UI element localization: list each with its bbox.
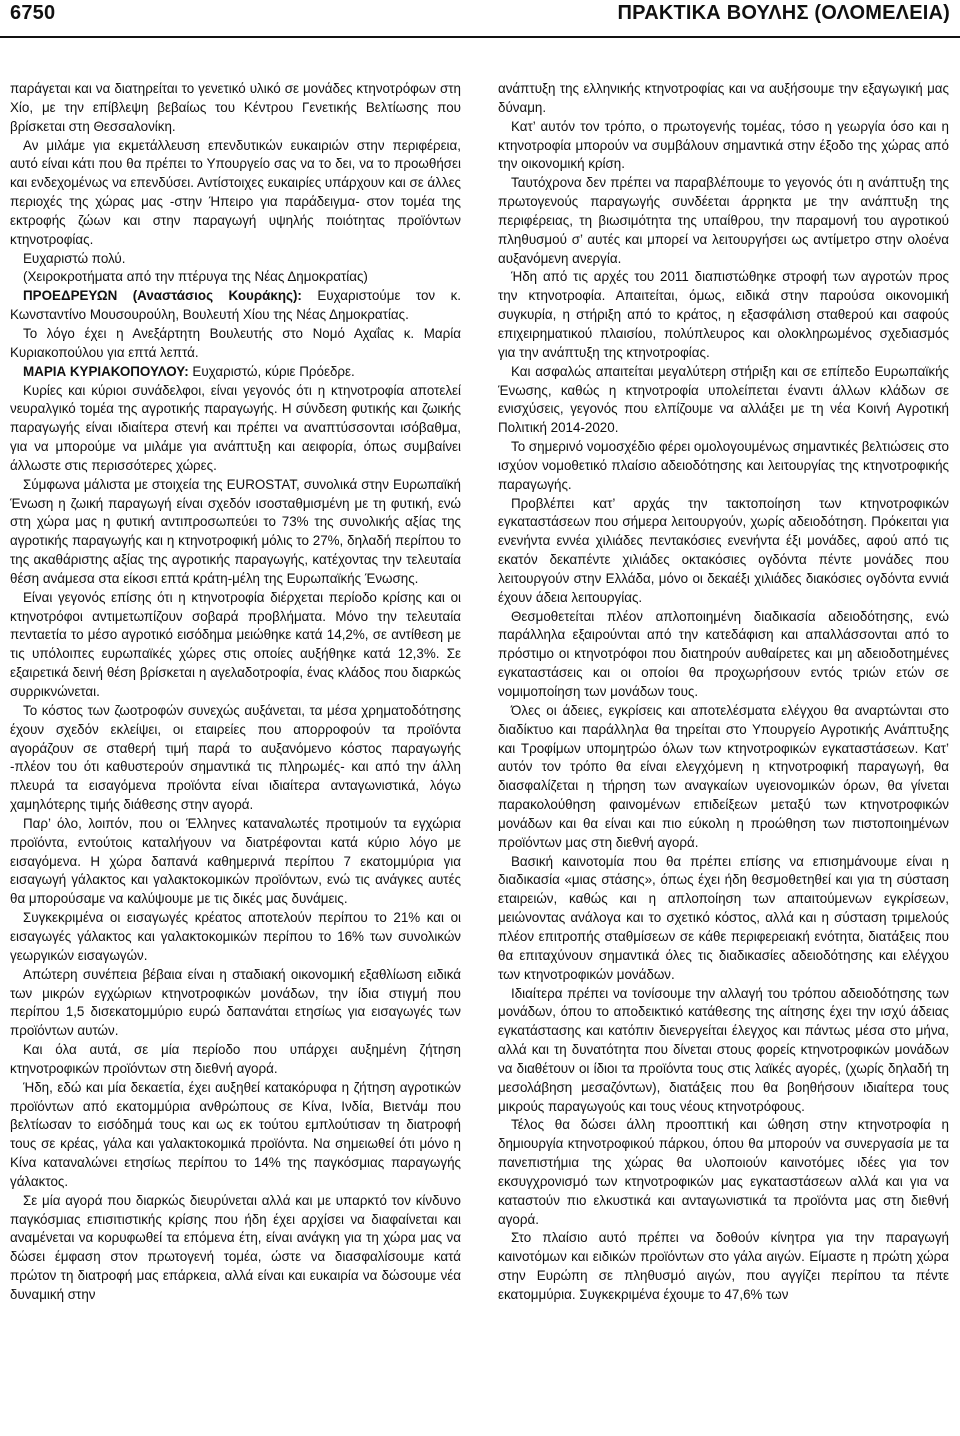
page-number: 6750 [10,2,56,24]
paragraph: Το κόστος των ζωοτροφών συνεχώς αυξάνεται, τα μέσα χρηματοδότησης έχουν σχεδόν εκλείψει, οι εταιρείες που απορροφούν τα προϊόντα αγοράζουν σε σταθερή τιμή παρά το αυξανόμενο κόστος παραγωγής -πλέον του ότι καθυστερούν σημαντικά τις πληρωμές- και από την άλλη πλευρά τα εισαγόμενα προϊόντα είναι ιδιαίτερα ανταγωνιστικά, λόγω χαμηλότερης τιμής διάθεσης στην αγορά. [10,702,461,813]
right-column [498,80,949,1305]
speaker-paragraph [10,287,461,325]
paragraph: Ήδη, εδώ και μία δεκαετία, έχει αυξηθεί κατακόρυφα η ζήτηση αγροτικών προϊόντων από εκατομμύρια ανθρώπους σε Κίνα, Ινδία, Βιετνάμ που βελτίωσαν το εισόδημά τους και ως εκ τούτου εμπλούτισαν τη διατροφή τους σε κρέας, γάλα και γαλακτοκομικά προϊόντα. Να σημειωθεί ότι μόνο η Κίνα καταναλώνει ετησίως περίπου το 14% της παγκόσμιας παραγωγής γάλακτος. [10,1079,461,1189]
paragraph: Κατ’ αυτόν τον τρόπο, ο πρωτογενής τομέας, τόσο η γεωργία όσο και η κτηνοτροφία μπορούν να συμβάλουν σημαντικά στην έξοδο της χώρας από την οικονομική κρίση. [498,118,949,172]
speaker-name: ΠΡΟΕΔΡΕΥΩΝ (Αναστάσιος Κουράκης): [23,288,302,304]
paragraph: Απώτερη συνέπεια βέβαια είναι η σταδιακή οικονομική εξαθλίωση ειδικά των μικρών εγχώριων κτηνοτροφικών μονάδων, την ίδια στιγμή που περίπου 1,5 δισεκατομμύριο ευρώ δαπανάται ετησίως για εισαγωγές των προϊόντων αυτών. [10,966,461,1039]
paragraph: Σε μία αγορά που διαρκώς διευρύνεται αλλά και με υπαρκτό τον κίνδυνο παγκόσμιας επισιτιστικής κρίσης που ήδη έχει αρχίσει να διαφαίνεται και αναμένεται να κορυφωθεί τα επόμενα έτη, είναι ανάγκη για τη χώρα μας να δώσει έμφαση στον πρωτογενή τομέα, ώστε να διασφαλίσουμε κατά πρώτον τη διατροφή μας επάρκεια, αλλά είναι και ευκαιρία να δώσουμε νέα δυναμική στην [10,1192,461,1302]
running-title: ΠΡΑΚΤΙΚΑ ΒΟΥΛΗΣ (ΟΛΟΜΕΛΕΙΑ) [617,2,950,24]
paragraph: Όλες οι άδειες, εγκρίσεις και αποτελέσματα ελέγχου θα αναρτώνται στο διαδίκτυο και παράλληλα θα τηρείται στο Υπουργείο Αγροτικής Ανάπτυξης και Τροφίμων υπομητρώο όλων των κτηνοτροφικών εγκαταστάσεων. Κατ’ αυτόν τον τρόπο θα είναι ελεγχόμενη η κτηνοτροφική παραγωγή, θα διασφαλίζεται η τήρηση των αναγκαίων υγειονομικών όρων, θα γίνεται παρακολούθηση φαινομένων επιδείξεων μεταξύ των κτηνοτροφικών μονάδων και θα είναι και πιο εύκολη η προώθηση των πιστοποιημένων προϊόντων μας στη διεθνή αγορά. [498,702,949,850]
paragraph: Κυρίες και κύριοι συνάδελφοι, είναι γεγονός ότι η κτηνοτροφία αποτελεί νευραλγικό τομέα της αγροτικής παραγωγής. Η σύνδεση φυτικής και ζωικής παραγωγής είναι ιδιαίτερα στενή και πρέπει να αναπτύσσονται ισόβαθμα, για να μπορούμε να μιλάμε για ανάπτυξη και αειφορία, όπως συμβαίνει άλλωστε στις περισσότερες χώρες. [10,382,461,473]
paragraph: ανάπτυξη της ελληνικής κτηνοτροφίας και να αυξήσουμε την εξαγωγική μας δύναμη. [498,81,949,115]
speech-text: Ευχαριστούμε τον κ. Κωνσταντίνο Μουσουρούλη, Βουλευτή Χίου της Νέας Δημοκρατίας. [10,288,461,323]
header-rule [0,36,960,38]
paragraph: Θεσμοθετείται πλέον απλοποιημένη διαδικασία αδειοδότησης, ενώ παράλληλα εξαιρούνται από την κατεδάφιση και απαλλάσσονται από το πρόστιμο οι κτηνοτρόφοι που διατηρούν αυθαίρετες και μη αδειοδοτημένες εγκαταστάσεις και οι οποίοι θα προχωρήσουν εντός τριών ετών σε νομιμοποίηση των μονάδων τους. [498,608,949,699]
paragraph: Αν μιλάμε για εκμετάλλευση επενδυτικών ευκαιριών στην περιφέρεια, αυτό είναι κάτι που θα πρέπει το Υπουργείο σας να το δει, να το προωθήσει και ενδεχομένως να επενδύσει. Αντίστοιχες ευκαιρίες υπάρχουν και σε άλλες περιοχές της χώρας μας -στην Ήπειρο για παράδειγμα- στον τομέα της εκτροφής ζώων και στην παραγωγή υψηλής ποιότητας προϊόντων κτηνοτροφίας. [10,137,461,247]
paragraph: Σύμφωνα μάλιστα με στοιχεία της EUROSTAT, συνολικά στην Ευρωπαϊκή Ένωση η ζωική παραγωγή είναι σχεδόν ισοσταθμισμένη με τη φυτική, ενώ στη χώρα μας η φυτική αντιπροσωπεύει το 73% της συνολικής αξίας της αγροτικής παραγωγής και η κτηνοτροφική μόλις το 27%, δηλαδή περίπου το της ακαθάριστης αξίας της αγροτικής παραγωγής, κατέχοντας την τελευταία θέση ανάμεσα στα είκοσι επτά κράτη-μέλη της Ευρωπαϊκής Ένωσης. [10,476,461,586]
paragraph: παράγεται και να διατηρείται το γενετικό υλικό σε μονάδες κτηνοτρόφων στη Χίο, με την επίβλεψη βεβαίως του Κέντρου Γενετικής Βελτίωσης που βρίσκεται στη Θεσσαλονίκη. [10,81,461,134]
paragraph: Τέλος θα δώσει άλλη προοπτική και ώθηση στην κτηνοτροφία η δημιουργία κτηνοτροφικού πάρκου, όπου θα μπορούν να συνεργασία με τα πανεπιστήμια της χώρας θα υλοποιούν καινοτόμες ιδέες για τον εκσυγχρονισμό των κτηνοτροφικών μας εγκαταστάσεων αλλά και για να καταστούν πιο ελκυστικά και ανταγωνιστικά τα προϊόντα μας στη διεθνή αγορά. [498,1117,949,1227]
paragraph: Ιδιαίτερα πρέπει να τονίσουμε την αλλαγή του τρόπου αδειοδότησης των μονάδων, όπου το αποδεικτικό κατάθεσης της αίτησης έχει την ισχύ άδειας εγκατάστασης και κατόπιν διενεργείται έλεγχος και πάντως μέσα στο μήνα, αλλά και τη δυνατότητα που δίνεται στους φορείς κτηνοτροφικών μονάδων να διαθέτουν οι ίδιοι τα προϊόντα τους στις λαϊκές αγορές, (χωρίς δηλαδή τη μεσολάβηση μεσαζόντων), διατάξεις που θα βοηθήσουν ιδιαίτερα τους μικρούς παραγωγούς και τους νέους κτηνοτρόφους. [498,985,949,1114]
applause-note: (Χειροκροτήματα από την πτέρυγα της Νέας Δημοκρατίας) [23,269,368,285]
speaker-name: ΜΑΡΙΑ ΚΥΡΙΑΚΟΠΟΥΛΟΥ: [23,363,189,379]
speaker-paragraph [10,363,461,382]
paragraph: Συγκεκριμένα οι εισαγωγές κρέατος αποτελούν περίπου το 21% και οι εισαγωγές γάλακτος και γαλακτοκομικών περίπου το 16% των συνολικών γεωργικών εισαγωγών. [10,910,461,963]
paragraph: Στο πλαίσιο αυτό πρέπει να δοθούν κίνητρα για την παραγωγή καινοτόμων και ειδικών προϊόντων στο γάλα αιγών. Είμαστε η πρώτη χώρα στην Ευρώπη σε πληθυσμό αιγών, που αγγίζει περίπου τα πέντε εκατομμύρια. Συγκεκριμένα έχουμε το 47,6% των [498,1230,949,1302]
paragraph: Ταυτόχρονα δεν πρέπει να παραβλέπουμε το γεγονός ότι η ανάπτυξη της πρωτογενούς παραγωγής συνδέεται άρρηκτα με την ανάπτυξη της περιφέρειας, τη βιωσιμότητα της υπαίθρου, την παραμονή του αγροτικού πληθυσμού σ’ αυτές και μπορεί να λειτουργήσει ως αντίμετρο στην ολοένα αυξανόμενη ανεργία. [498,175,949,266]
speech-text: Ευχαριστώ, κύριε Πρόεδρε. [188,363,355,379]
paragraph: Παρ’ όλο, λοιπόν, που οι Έλληνες καταναλωτές προτιμούν τα εγχώρια προϊόντα, εντούτοις καταλήγουν να διατρέφονται κατά κύριο λόγο με εισαγόμενα. Η χώρα δαπανά καθημερινά περίπου 7 εκατομμύρια για εισαγωγή γάλακτος και γαλακτοκομικών προϊόντων, ενώ τις ανάγκες αυτές θα μπορούσαμε να καλύψουμε με τις δικές μας δυνάμεις. [10,815,461,907]
paragraph: Είναι γεγονός επίσης ότι η κτηνοτροφία διέρχεται περίοδο κρίσης και οι κτηνοτρόφοι αντιμετωπίζουν σοβαρά προβλήματα. Μόνο την τελευταία πενταετία το μέσο αγροτικό εισόδημα μειώθηκε κατά 14,2%, σε αντίθεση με τις υπόλοιπες ευρωπαϊκές χώρες στις οποίες αυξήθηκε κατά 12,3%. Σε εξαιρετικά δεινή θέση βρίσκεται η αγελαδοτροφία, ένας κλάδος που διαρκώς συρρικνώνεται. [10,589,461,699]
paragraph: Ήδη από τις αρχές του 2011 διαπιστώθηκε στροφή των αγροτών προς την κτηνοτροφία. Απαιτείται, όμως, ειδικά στην παρούσα οικονομική συγκυρία, η στήριξη από το κράτος, η εξασφάλιση σταθερού και σαφούς επιχειρηματικού πλαισίου, πολύπλευρος και ολοκληρωμένος σχεδιασμός για την ανάπτυξη της κτηνοτροφίας. [498,269,949,360]
paragraph: Και ασφαλώς απαιτείται μεγαλύτερη στήριξη και σε επίπεδο Ευρωπαϊκής Ένωσης, καθώς η κτηνοτροφία υπολείπεται έναντι άλλων κλάδων σε ενισχύσεις, γεγονός που ελπίζουμε να αλλάξει με τη νέα Κοινή Αγροτική Πολιτική 2014-2020. [498,363,949,436]
paragraph: Ευχαριστώ πολύ. [23,250,126,266]
paragraph: Το σημερινό νομοσχέδιο φέρει ομολογουμένως σημαντικές βελτιώσεις στο ισχύον νομοθετικό πλαίσιο αδειοδότησης και λειτουργίας της κτηνοτροφικής παραγωγής. [498,439,949,492]
paragraph: Το λόγο έχει η Ανεξάρτητη Βουλευτής στο Νομό Αχαΐας κ. Μαρία Κυριακοπούλου για επτά λεπτά. [10,325,461,360]
paragraph: Προβλέπει κατ’ αρχάς την τακτοποίηση των κτηνοτροφικών εγκαταστάσεων που σήμερα λειτουργούν, χωρίς αδειοδότηση. Πρόκειται για ενενήντα εννέα χιλιάδες πεντακόσιες ενενήντα έξι μονάδες, αφού από τις εκατόν δεκαπέντε χιλιάδες οκτακόσιες ογδόντα πέντε μονάδες που λειτουργούν στην Ελλάδα, μόνο οι δεκαέξι χιλιάδες διακόσιες ογδόντα εννιά έχουν άδεια λειτουργίας. [498,495,949,605]
left-column [10,80,461,1305]
paragraph: Και όλα αυτά, σε μία περίοδο που υπάρχει αυξημένη ζήτηση κτηνοτροφικών προϊόντων στη διεθνή αγορά. [10,1042,461,1076]
paragraph: Βασική καινοτομία που θα πρέπει επίσης να επισημάνουμε είναι η διαδικασία «μιας στάσης», όπως έχει ήδη θεσμοθετηθεί και για τη σύσταση εταιρειών, καθώς και η απλοποίηση των απαιτούμενων εγκρίσεων, μειώνοντας ανάλογα και το σχετικό κόστος, αλλά και η σύσταση τριμελούς πλέον επιτροπής σταθμίσεων σε κάθε περιφερειακή ενότητα, διατάξεις που θα επιταχύνουν σημαντικά όλες τις διαδικασίες αδειοδότησης και ελέγχου των κτηνοτροφικών μονάδων. [498,853,949,982]
page-header [0,0,960,40]
